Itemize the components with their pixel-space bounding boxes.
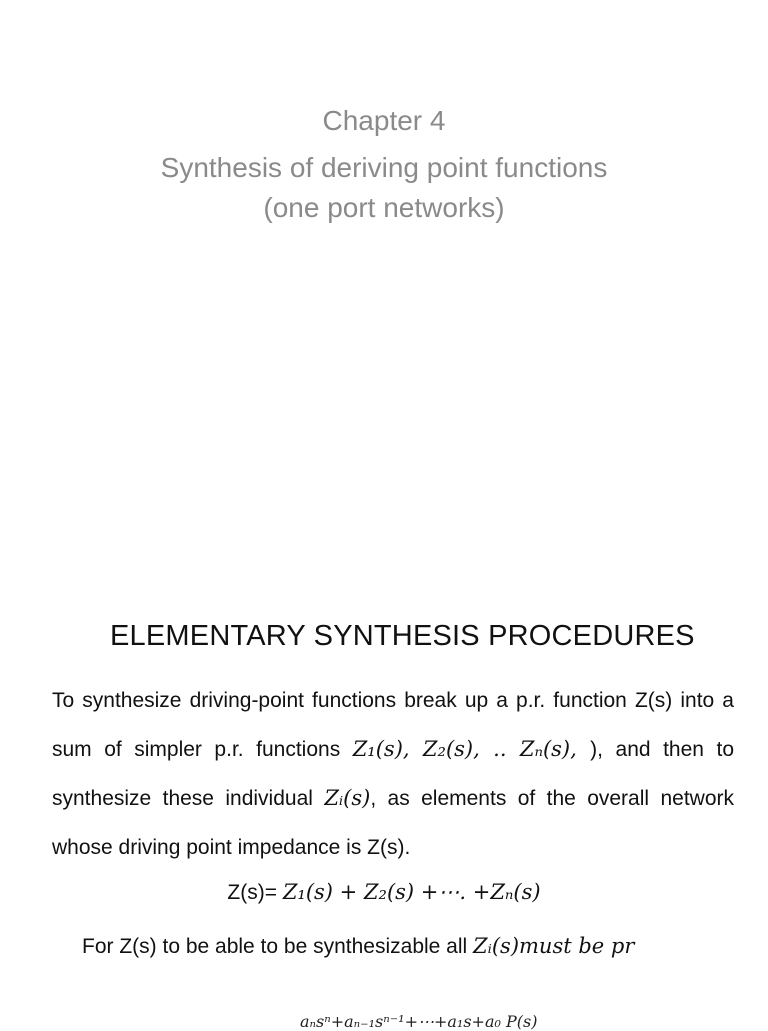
title-block xyxy=(0,100,768,228)
chapter-subtitle-line2: (one port networks) xyxy=(263,192,505,223)
condition-text: For Z(s) to be able to be synthesizable all xyxy=(82,935,474,958)
body-paragraph xyxy=(52,676,734,872)
math-zi: Zᵢ(s) xyxy=(324,786,371,810)
condition-math: Zᵢ(s)must be pr xyxy=(473,934,635,958)
section-heading: ELEMENTARY SYNTHESIS PROCEDURES xyxy=(110,620,695,652)
chapter-subtitle-line1: Synthesis of deriving point functions xyxy=(160,152,608,183)
para-text-2: ), and then to synthesize these individual xyxy=(52,738,734,810)
condition-line xyxy=(82,934,634,959)
sum-equation xyxy=(0,880,768,905)
para-text-3: , as elements of the overall network whose driving point impedance is Z(s). xyxy=(52,787,734,859)
cutoff-formula: aₙsⁿ+aₙ₋₁sⁿ⁻¹+⋯+a₁s+a₀ P(s) xyxy=(300,1012,538,1031)
equation-rhs: Z₁(s) + Z₂(s) +⋯. +Zₙ(s) xyxy=(282,880,541,904)
math-z1-list: Z₁(s), Z₂(s), .. Zₙ(s), xyxy=(352,737,591,761)
equation-lhs: Z(s)= xyxy=(227,881,283,904)
para-text-1: To synthesize driving-point functions break up a p.r. function Z(s) into a sum of simpler p.r. functions xyxy=(52,689,734,761)
chapter-title: Chapter 4 xyxy=(322,105,446,136)
